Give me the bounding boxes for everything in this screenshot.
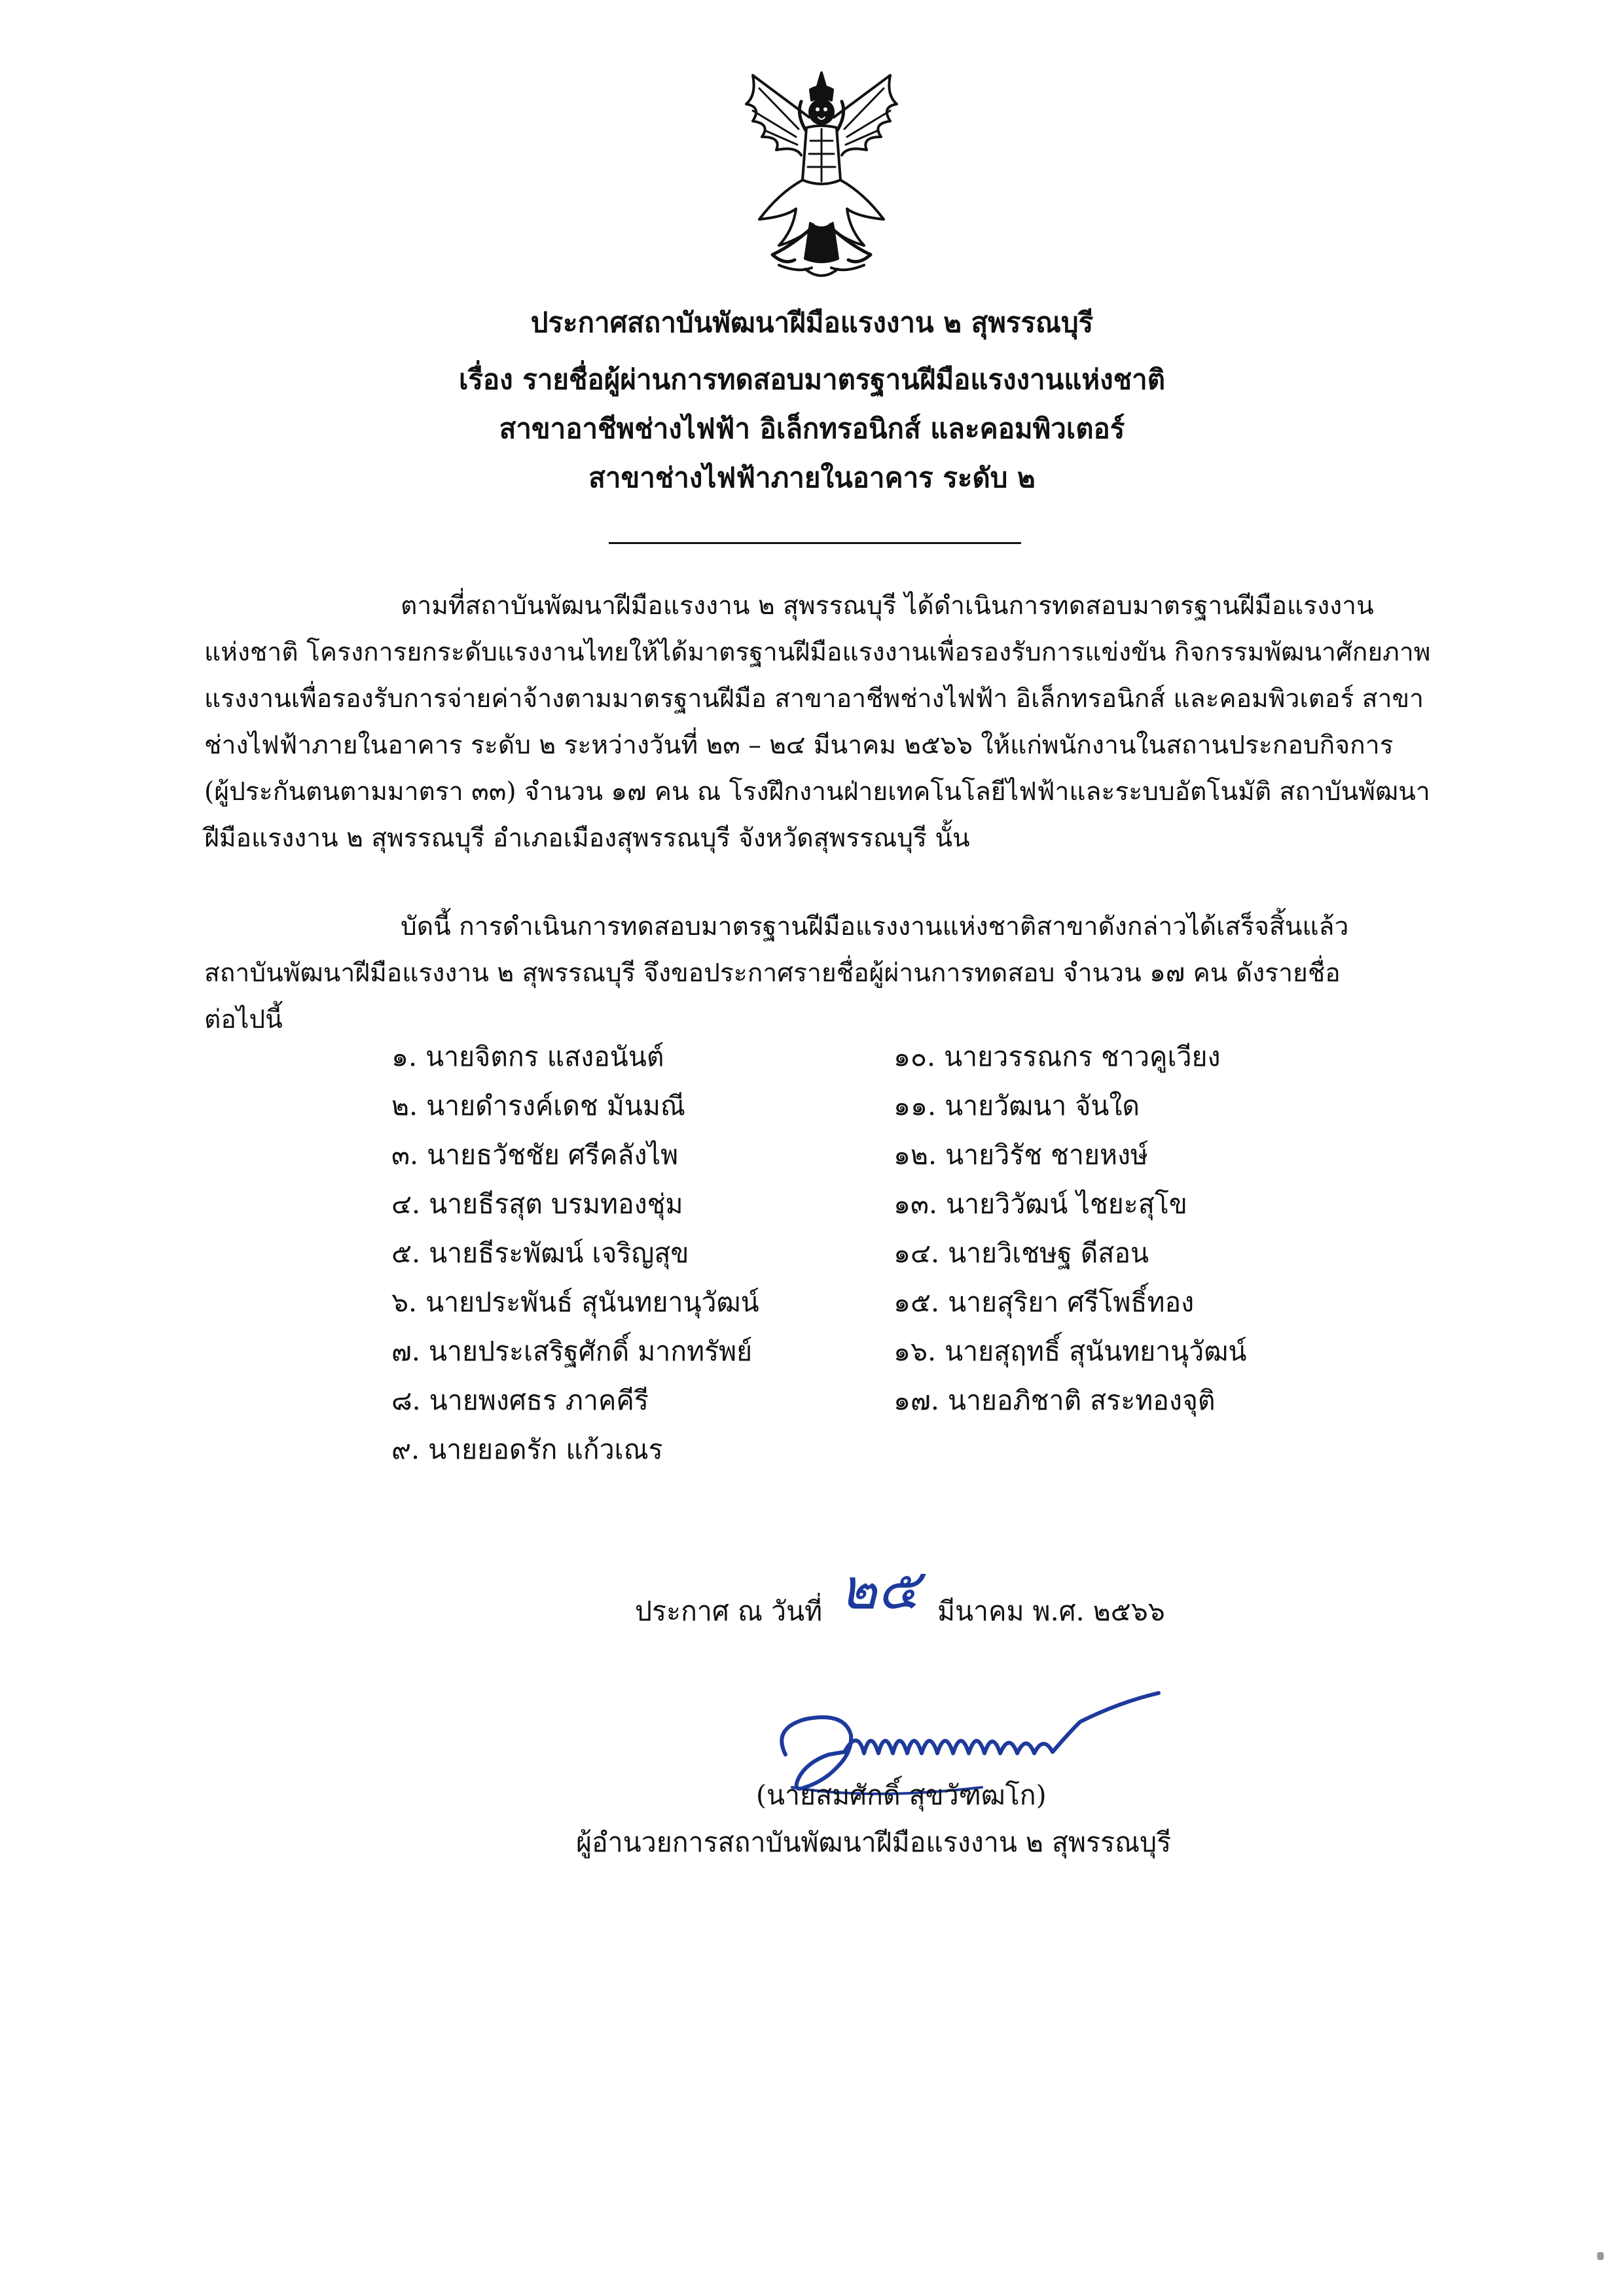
handwritten-day: ๒๕: [840, 1557, 920, 1622]
paragraph-2-line: ต่อไปนี้: [204, 1005, 283, 1034]
paragraph-1-line: แห่งชาติ โครงการยกระดับแรงงานไทยให้ได้มาตรฐานฝีมือแรงงานเพื่อรองรับการแข่งขัน กิจกรรมพัฒนาศักยภาพ: [204, 638, 1431, 667]
paragraph-2-line: สถาบันพัฒนาฝีมือแรงงาน ๒ สุพรรณบุรี จึงขอประกาศรายชื่อผู้ผ่านการทดสอบ จำนวน ๑๗ คน ดังรายชื่อ: [204, 958, 1341, 988]
garuda-emblem-icon: [733, 69, 910, 285]
announcement-date-suffix: มีนาคม พ.ศ. ๒๕๖๖: [937, 1595, 1165, 1627]
announcement-date: [635, 1557, 1165, 1635]
header-subject: เรื่อง รายชื่อผู้ผ่านการทดสอบมาตรฐานฝีมือแรงงานแห่งชาติ: [459, 363, 1165, 395]
list-item: ๓. นายธวัชชัย ศรีคลังไพ: [391, 1139, 679, 1171]
header-title: ประกาศสถาบันพัฒนาฝีมือแรงงาน ๒ สุพรรณบุรี: [530, 306, 1094, 338]
list-item: ๗. นายประเสริฐศักดิ์ มากทรัพย์: [391, 1336, 753, 1367]
paragraph-2: [204, 903, 1451, 1043]
list-item: ๑. นายจิตกร แสงอนันต์: [391, 1041, 664, 1072]
scan-speck: [1597, 2252, 1604, 2260]
announcement-date-prefix: ประกาศ ณ วันที่: [635, 1595, 823, 1627]
list-item: ๑๔. นายวิเชษฐ ดีสอน: [893, 1237, 1149, 1269]
paragraph-1: [204, 583, 1451, 862]
list-item: ๘. นายพงศธร ภาคคีรี: [391, 1385, 649, 1416]
signer-title: ผู้อำนวยการสถาบันพัฒนาฝีมือแรงงาน ๒ สุพรรณบุรี: [576, 1827, 1172, 1858]
list-item: ๑๐. นายวรรณกร ชาวคูเวียง: [893, 1041, 1221, 1072]
header-divider: [609, 542, 1021, 544]
list-item: ๙. นายยอดรัก แก้วเณร: [391, 1434, 663, 1465]
list-item: ๒. นายดำรงค์เดช มันมณี: [391, 1090, 685, 1121]
paragraph-1-line: ตามที่สถาบันพัฒนาฝีมือแรงงาน ๒ สุพรรณบุรี ได้ดำเนินการทดสอบมาตรฐานฝีมือแรงงาน: [401, 591, 1374, 621]
list-item: ๑๒. นายวิรัช ชายหงษ์: [893, 1139, 1149, 1171]
signer-name: (นายสมศักดิ์ สุขวัฑฒโก): [756, 1779, 1047, 1811]
list-item: ๑๓. นายวิวัฒน์ ไชยะสุโข: [893, 1188, 1187, 1220]
list-item: ๔. นายธีรสุต บรมทองชุ่ม: [391, 1188, 683, 1220]
paragraph-1-line: ช่างไฟฟ้าภายในอาคาร ระดับ ๒ ระหว่างวันที่ ๒๓ – ๒๔ มีนาคม ๒๕๖๖ ให้แก่พนักงานในสถานประกอบกิจการ: [204, 731, 1394, 760]
header-field: สาขาอาชีพช่างไฟฟ้า อิเล็กทรอนิกส์ และคอมพิวเตอร์: [499, 412, 1125, 445]
list-item: ๑๗. นายอภิชาติ สระทองจุติ: [893, 1385, 1216, 1416]
header-branch: สาขาช่างไฟฟ้าภายในอาคาร ระดับ ๒: [588, 462, 1036, 494]
paragraph-1-line: (ผู้ประกันตนตามมาตรา ๓๓) จำนวน ๑๗ คน ณ โรงฝึกงานฝ่ายเทคโนโลยีไฟฟ้าและระบบอัตโนมัติ สถาบันพัฒนา: [204, 777, 1430, 807]
list-item: ๑๑. นายวัฒนา จันใด: [893, 1090, 1140, 1121]
paragraph-1-line: ฝีมือแรงงาน ๒ สุพรรณบุรี อำเภอเมืองสุพรรณบุรี จังหวัดสุพรรณบุรี นั้น: [204, 824, 970, 853]
list-item: ๖. นายประพันธ์ สุนันทยานุวัฒน์: [391, 1286, 759, 1318]
list-item: ๑๖. นายสุฤทธิ์ สุนันทยานุวัฒน์: [893, 1336, 1247, 1367]
list-item: ๕. นายธีระพัฒน์ เจริญสุข: [391, 1237, 689, 1269]
list-item: ๑๕. นายสุริยา ศรีโพธิ์ทอง: [893, 1286, 1195, 1318]
paragraph-1-line: แรงงานเพื่อรองรับการจ่ายค่าจ้างตามมาตรฐานฝีมือ สาขาอาชีพช่างไฟฟ้า อิเล็กทรอนิกส์ และคอมพิวเตอร์ สาขา: [204, 684, 1424, 714]
paragraph-2-line: บัดนี้ การดำเนินการทดสอบมาตรฐานฝีมือแรงงานแห่งชาติสาขาดังกล่าวได้เสร็จสิ้นแล้ว: [401, 912, 1349, 941]
